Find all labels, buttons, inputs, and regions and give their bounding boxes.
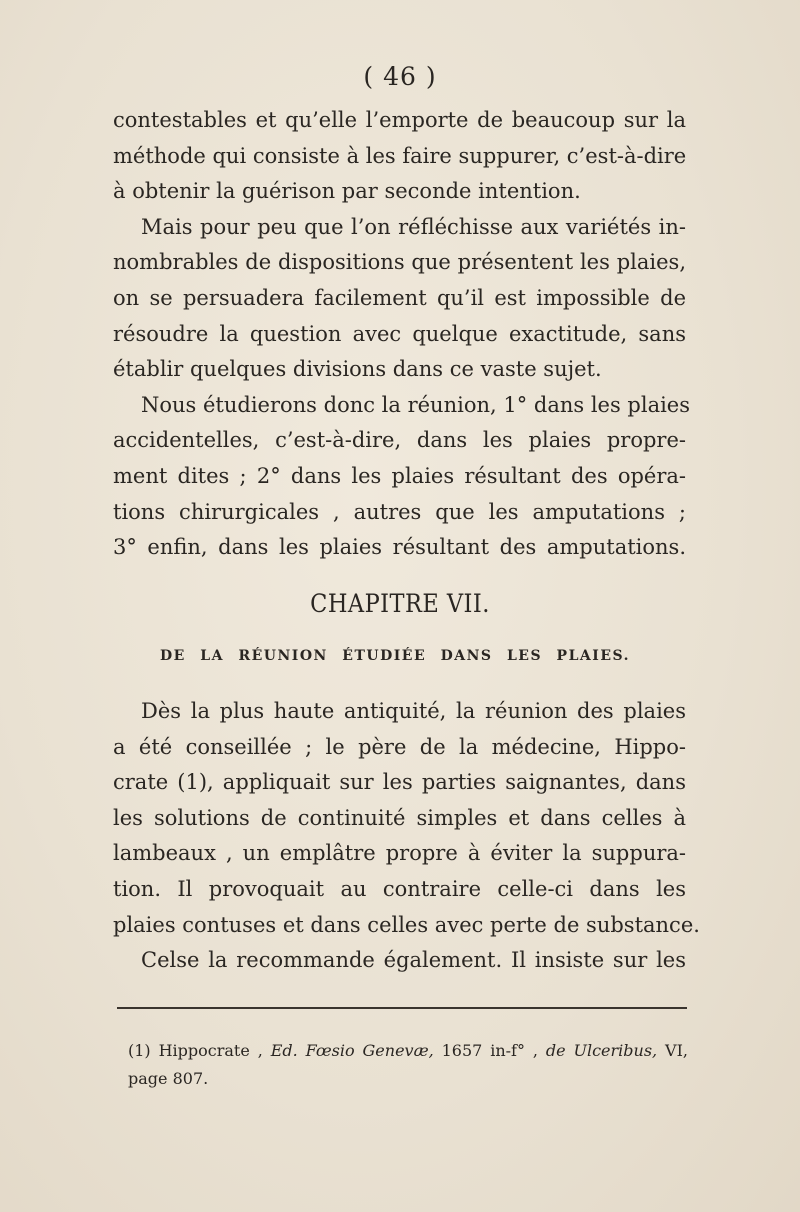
text-line: accidentelles, c’est-à-dire, dans les plaies propre- bbox=[113, 428, 686, 453]
page-number: ( 46 ) bbox=[363, 62, 437, 91]
intro-paragraphs bbox=[113, 103, 691, 566]
text-line: tion. Il provoquait au contraire celle-ci dans les bbox=[113, 876, 686, 901]
text-line: tions chirurgicales , autres que les amputations ; bbox=[113, 499, 686, 524]
text-line: à obtenir la guérison par seconde intention. bbox=[113, 179, 581, 204]
text-line: 3° enfin, dans les plaies résultant des amputations. bbox=[113, 535, 686, 560]
text-line: Celse la recommande également. Il insiste sur les bbox=[141, 948, 686, 973]
footnote-marker: (1) bbox=[128, 1041, 151, 1060]
text-line: Nous étudierons donc la réunion, 1° dans les plaies bbox=[141, 392, 691, 417]
footnote-year-format: 1657 in-f° , bbox=[441, 1041, 538, 1060]
text-line: lambeaux , un emplâtre propre à éviter la suppura- bbox=[113, 841, 686, 866]
chapter-subtitle: DE LA RÉUNION ÉTUDIÉE DANS LES PLAIES. bbox=[160, 648, 630, 664]
text-line: les solutions de continuité simples et dans celles à bbox=[113, 805, 686, 830]
chapter-paragraphs bbox=[113, 694, 700, 979]
text-line: Mais pour peu que l’on réfléchisse aux variétés in- bbox=[141, 214, 686, 239]
text-line: ment dites ; 2° dans les plaies résultant des opéra- bbox=[113, 463, 686, 488]
footnote-divider bbox=[117, 1007, 687, 1009]
footnote bbox=[128, 1037, 688, 1093]
text-line: crate (1), appliquait sur les parties saignantes, dans bbox=[113, 770, 686, 795]
footnote-author: Hippocrate , bbox=[158, 1041, 263, 1060]
text-line: méthode qui consiste à les faire suppurer, c’est-à-dire bbox=[113, 143, 687, 168]
text-line: on se persuadera facilement qu’il est impossible de bbox=[113, 285, 686, 310]
footnote-work: de Ulceribus, bbox=[545, 1041, 658, 1060]
footnote-page: page 807. bbox=[128, 1069, 209, 1088]
text-line: a été conseillée ; le père de la médecine, Hippo- bbox=[113, 734, 686, 759]
footnote-edition: Ed. Fœsio Genevæ, bbox=[270, 1041, 434, 1060]
text-line: Dès la plus haute antiquité, la réunion des plaies bbox=[141, 699, 686, 723]
text-line: nombrables de dispositions que présentent les plaies, bbox=[113, 250, 686, 275]
chapter-title: CHAPITRE VII. bbox=[310, 589, 490, 618]
text-line: contestables et qu’elle l’emporte de beaucoup sur la bbox=[113, 108, 686, 132]
text-line: plaies contuses et dans celles avec perte de substance. bbox=[113, 912, 700, 937]
text-line: établir quelques divisions dans ce vaste sujet. bbox=[113, 357, 602, 382]
footnote-volume: VI, bbox=[665, 1041, 688, 1060]
footnote-line bbox=[128, 1037, 688, 1065]
text-line: résoudre la question avec quelque exactitude, sans bbox=[113, 321, 686, 346]
